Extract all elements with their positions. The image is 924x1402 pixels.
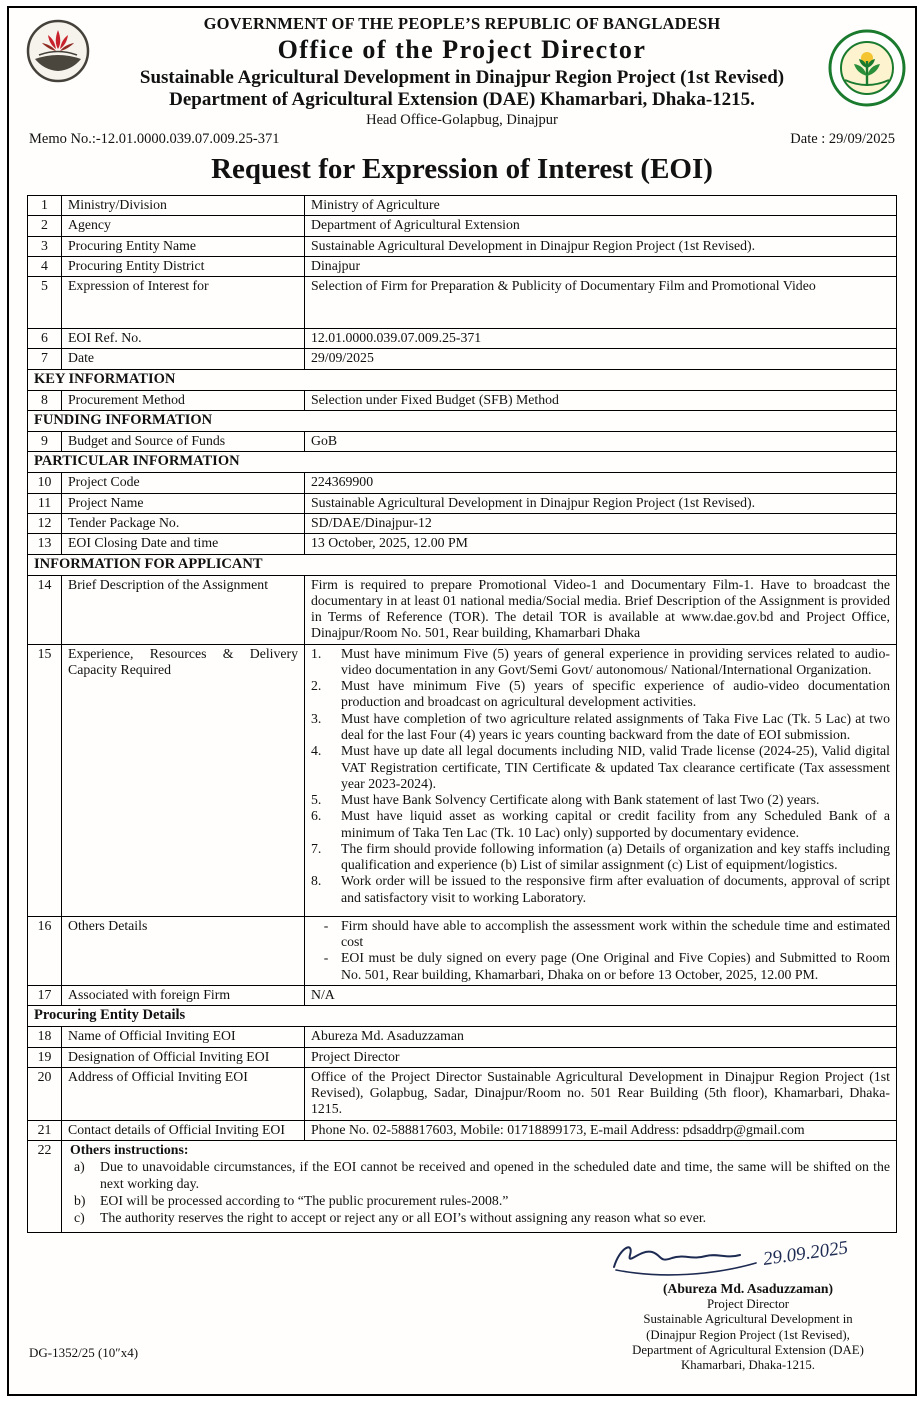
- list-text: Must have completion of two agriculture related assignments of Taka Five Lac (Tk. 5 Lac) at two deal for the last Four (4) years ic years counting backward from the date of EOI submission.: [341, 710, 890, 743]
- row-label: Project Code: [62, 473, 305, 493]
- instruction-tag: c): [74, 1210, 85, 1226]
- row-label: Procuring Entity District: [62, 256, 305, 276]
- row-no: 6: [28, 329, 62, 349]
- signatory-org-line: Department of Agricultural Extension (DAE): [632, 1342, 864, 1357]
- memo-row: [27, 131, 897, 148]
- row-label: Brief Description of the Assignment: [62, 575, 305, 644]
- row-label: EOI Ref. No.: [62, 329, 305, 349]
- row-official-address: [28, 1067, 897, 1120]
- instruction-item: [68, 1159, 890, 1192]
- row-project-name: [28, 493, 897, 513]
- row-brief-description: [28, 575, 897, 644]
- row-value: Sustainable Agricultural Development in Dinajpur Region Project (1st Revised).: [305, 236, 897, 256]
- row-no: 11: [28, 493, 62, 513]
- row-eoi-closing: [28, 534, 897, 554]
- row-value: Ministry of Agriculture: [305, 196, 897, 216]
- list-number: 6.: [311, 808, 322, 824]
- list-text: Firm should have able to accomplish the assessment work within the schedule time and estimated cost: [341, 917, 890, 950]
- list-item: [311, 950, 890, 983]
- row-project-code: [28, 473, 897, 493]
- row-no: 15: [28, 644, 62, 916]
- instruction-item: [68, 1210, 890, 1226]
- section-title: KEY INFORMATION: [28, 369, 897, 390]
- signature-area: [603, 1235, 893, 1281]
- instruction-tag: a): [74, 1159, 85, 1175]
- section-title: PARTICULAR INFORMATION: [28, 452, 897, 473]
- row-value: Office of the Project Director Sustainable Agricultural Development in Dinajpur Region Project (1st Revised), Golapbug, Sadar, Dinajpur/Room no. 501 Rear Building (5th floor), Khamarbari, Dhaka-1215.: [305, 1067, 897, 1120]
- row-value: N/A: [305, 986, 897, 1006]
- row-value: [305, 644, 897, 916]
- row-value: 224369900: [305, 473, 897, 493]
- section-key-information: [28, 369, 897, 390]
- dae-logo: [827, 28, 907, 108]
- row-no: 4: [28, 256, 62, 276]
- section-title: INFORMATION FOR APPLICANT: [28, 554, 897, 575]
- print-code: DG-1352/25 (10″x4): [29, 1344, 139, 1360]
- list-item: [311, 678, 890, 711]
- row-value: [62, 1140, 897, 1232]
- office-title: Office of the Project Director: [277, 35, 647, 64]
- instruction-item: [68, 1193, 890, 1209]
- row-value: SD/DAE/Dinajpur-12: [305, 513, 897, 533]
- instruction-text: Due to unavoidable circumstances, if the EOI cannot be received and opened in the scheduled date and time, the same will be shifted on the next working day.: [100, 1159, 890, 1191]
- row-value: [305, 916, 897, 985]
- signature-scribble: [604, 1235, 892, 1281]
- list-item: [311, 792, 890, 808]
- signatory-org-line: Sustainable Agricultural Development in: [643, 1312, 853, 1327]
- row-label: Name of Official Inviting EOI: [62, 1027, 305, 1047]
- memo-number: Memo No.:-12.01.0000.039.07.009.25-371: [29, 131, 280, 147]
- row-no: 16: [28, 916, 62, 985]
- signature-date: 29.09.2025: [761, 1237, 850, 1271]
- row-label: Contact details of Official Inviting EOI: [62, 1120, 305, 1140]
- row-no: 14: [28, 575, 62, 644]
- row-foreign-firm: [28, 986, 897, 1006]
- row-no: 20: [28, 1067, 62, 1120]
- list-text: EOI must be duly signed on every page (One Original and Five Copies) and Submitted to Room No. 501, Rear building, Khamarbari, Dhaka on or before 13 October, 2025, 12.00 PM.: [341, 950, 890, 982]
- instruction-text: EOI will be processed according to “The public procurement rules-2008.”: [100, 1192, 509, 1208]
- row-value: Abureza Md. Asaduzzaman: [305, 1027, 897, 1047]
- row-label: Associated with foreign Firm: [62, 986, 305, 1006]
- row-no: 21: [28, 1120, 62, 1140]
- list-bullet: -: [323, 917, 329, 933]
- list-text: Must have up date all legal documents including NID, valid Trade license (2024-25), Valid digital VAT Registration certificate, TIN Certificate & updated Tax clearance certificate (Tax assessment year 2023-2024).: [341, 743, 890, 791]
- list-text: Must have minimum Five (5) years of general experience in providing services related to audio-video documentation in any Govt/Semi Govt/ autonomous/ National/International Organization.: [341, 645, 890, 677]
- eoi-table: [27, 195, 897, 1233]
- project-line: Sustainable Agricultural Development in Dinajpur Region Project (1st Revised): [139, 67, 785, 88]
- list-text: Must have liquid asset as working capital or credit facility from any Scheduled Bank of a minimum of Taka Ten Lac (Tk. 10 Lac) only) supported by documentary evidence.: [341, 808, 890, 840]
- row-no: 10: [28, 473, 62, 493]
- row-official-contact: [28, 1120, 897, 1140]
- row-value: Project Director: [305, 1047, 897, 1067]
- row-value: 29/09/2025: [305, 349, 897, 369]
- section-funding-information: [28, 410, 897, 431]
- list-number: 1.: [311, 645, 322, 661]
- row-procurement-method: [28, 390, 897, 410]
- row-no: 1: [28, 196, 62, 216]
- row-value: Selection of Firm for Preparation & Publicity of Documentary Film and Promotional Video: [305, 277, 897, 329]
- row-label: Tender Package No.: [62, 513, 305, 533]
- row-label: Project Name: [62, 493, 305, 513]
- row-value: Phone No. 02-588817603, Mobile: 01718899173, E-mail Address: pdsaddrp@gmail.com: [305, 1120, 897, 1140]
- list-number: 7.: [311, 840, 322, 856]
- row-budget-source: [28, 432, 897, 452]
- row-no: 9: [28, 432, 62, 452]
- list-text: Work order will be issued to the responsive firm after evaluation of documents, approval of script and satisfactory visit to working Laboratory.: [341, 873, 890, 905]
- list-text: The firm should provide following information (a) Details of organization and key staffs including qualification and experience (b) List of similar assignment (c) List of equipment/logistics.: [341, 840, 890, 873]
- row-label: Budget and Source of Funds: [62, 432, 305, 452]
- row-no: 7: [28, 349, 62, 369]
- row-others-instructions: [28, 1140, 897, 1232]
- section-title: Procuring Entity Details: [28, 1006, 897, 1027]
- row-label: Date: [62, 349, 305, 369]
- government-line: GOVERNMENT OF THE PEOPLE’S REPUBLIC OF BANGLADESH: [203, 14, 721, 33]
- signatory-org-line: Khamarbari, Dhaka-1215.: [681, 1357, 815, 1372]
- row-no: 18: [28, 1027, 62, 1047]
- row-value: Dinajpur: [305, 256, 897, 276]
- row-no: 13: [28, 534, 62, 554]
- head-office-line: Head Office-Golapbug, Dinajpur: [366, 112, 558, 128]
- signature-block: [603, 1235, 893, 1373]
- row-label: Procuring Entity Name: [62, 236, 305, 256]
- list-item: [311, 841, 890, 874]
- list-bullet: -: [323, 950, 329, 966]
- department-line: Department of Agricultural Extension (DAE) Khamarbari, Dhaka-1215.: [169, 89, 755, 110]
- row-eoi-for: [28, 277, 897, 329]
- section-information-for-applicant: [28, 554, 897, 575]
- row-ministry: [28, 196, 897, 216]
- signatory-designation: Project Director: [706, 1297, 790, 1312]
- row-label: Ministry/Division: [62, 196, 305, 216]
- row-value: GoB: [305, 432, 897, 452]
- row-no: 3: [28, 236, 62, 256]
- instructions-heading: Others instructions:: [70, 1141, 189, 1157]
- row-others-details: [28, 916, 897, 985]
- signatory-name: (Abureza Md. Asaduzzaman): [662, 1281, 834, 1297]
- row-label: EOI Closing Date and time: [62, 534, 305, 554]
- row-date: [28, 349, 897, 369]
- row-label: Expression of Interest for: [62, 277, 305, 329]
- row-value: 12.01.0000.039.07.009.25-371: [305, 329, 897, 349]
- list-item: [311, 873, 890, 906]
- row-procuring-entity-name: [28, 236, 897, 256]
- row-tender-package: [28, 513, 897, 533]
- row-no: 8: [28, 390, 62, 410]
- list-number: 2.: [311, 678, 322, 694]
- list-text: Must have Bank Solvency Certificate along with Bank statement of last Two (2) years.: [341, 792, 820, 808]
- list-item: [311, 808, 890, 841]
- row-value: 13 October, 2025, 12.00 PM: [305, 534, 897, 554]
- row-label: Experience, Resources & Delivery Capacity Required: [62, 644, 305, 916]
- row-label: Agency: [62, 216, 305, 236]
- row-label: Others Details: [62, 916, 305, 985]
- row-procuring-entity-district: [28, 256, 897, 276]
- instruction-text: The authority reserves the right to accept or reject any or all EOI’s without assigning any reason what so ever.: [100, 1210, 707, 1226]
- row-value: Department of Agricultural Extension: [305, 216, 897, 236]
- row-no: 12: [28, 513, 62, 533]
- list-item: [311, 743, 890, 792]
- section-procuring-entity-details: [28, 1006, 897, 1027]
- row-official-name: [28, 1027, 897, 1047]
- row-value: Selection under Fixed Budget (SFB) Method: [305, 390, 897, 410]
- memo-date: Date : 29/09/2025: [790, 131, 895, 147]
- list-item: [311, 918, 890, 951]
- list-item: [311, 646, 890, 679]
- row-value: Firm is required to prepare Promotional Video-1 and Documentary Film-1. Have to broadcast the documentary in at least 01 national media/Social media. Brief Description of the Assignment is provided in Terms of Reference (TOR). The detail TOR is available at www.dae.gov.bd and Project Office, Dinajpur/Room No. 501, Rear building, Khamarbari Dhaka: [305, 575, 897, 644]
- instruction-tag: b): [74, 1192, 86, 1208]
- row-no: 5: [28, 277, 62, 329]
- list-number: 4.: [311, 743, 322, 759]
- document-title: Request for Expression of Interest (EOI): [211, 153, 713, 185]
- page-footer: [27, 1235, 897, 1373]
- list-item: [311, 711, 890, 744]
- bangladesh-emblem-logo: [25, 18, 91, 84]
- row-no: 19: [28, 1047, 62, 1067]
- row-label: Procurement Method: [62, 390, 305, 410]
- list-text: Must have minimum Five (5) years of specific experience of audio-video documentation production and broadcast on agricultural development activities.: [341, 678, 890, 710]
- list-number: 5.: [311, 792, 322, 808]
- list-number: 8.: [311, 873, 322, 889]
- row-label: Address of Official Inviting EOI: [62, 1067, 305, 1120]
- row-no: 2: [28, 216, 62, 236]
- row-no: 22: [28, 1140, 62, 1232]
- row-eoi-ref: [28, 329, 897, 349]
- row-official-designation: [28, 1047, 897, 1067]
- row-label: Designation of Official Inviting EOI: [62, 1047, 305, 1067]
- row-no: 17: [28, 986, 62, 1006]
- row-experience-capacity: [28, 644, 897, 916]
- section-title: FUNDING INFORMATION: [28, 410, 897, 431]
- row-agency: [28, 216, 897, 236]
- page-frame: [7, 6, 917, 1396]
- signatory-org-line: (Dinajpur Region Project (1st Revised),: [646, 1327, 850, 1342]
- row-value: Sustainable Agricultural Development in Dinajpur Region Project (1st Revised).: [305, 493, 897, 513]
- section-particular-information: [28, 452, 897, 473]
- list-number: 3.: [311, 710, 322, 726]
